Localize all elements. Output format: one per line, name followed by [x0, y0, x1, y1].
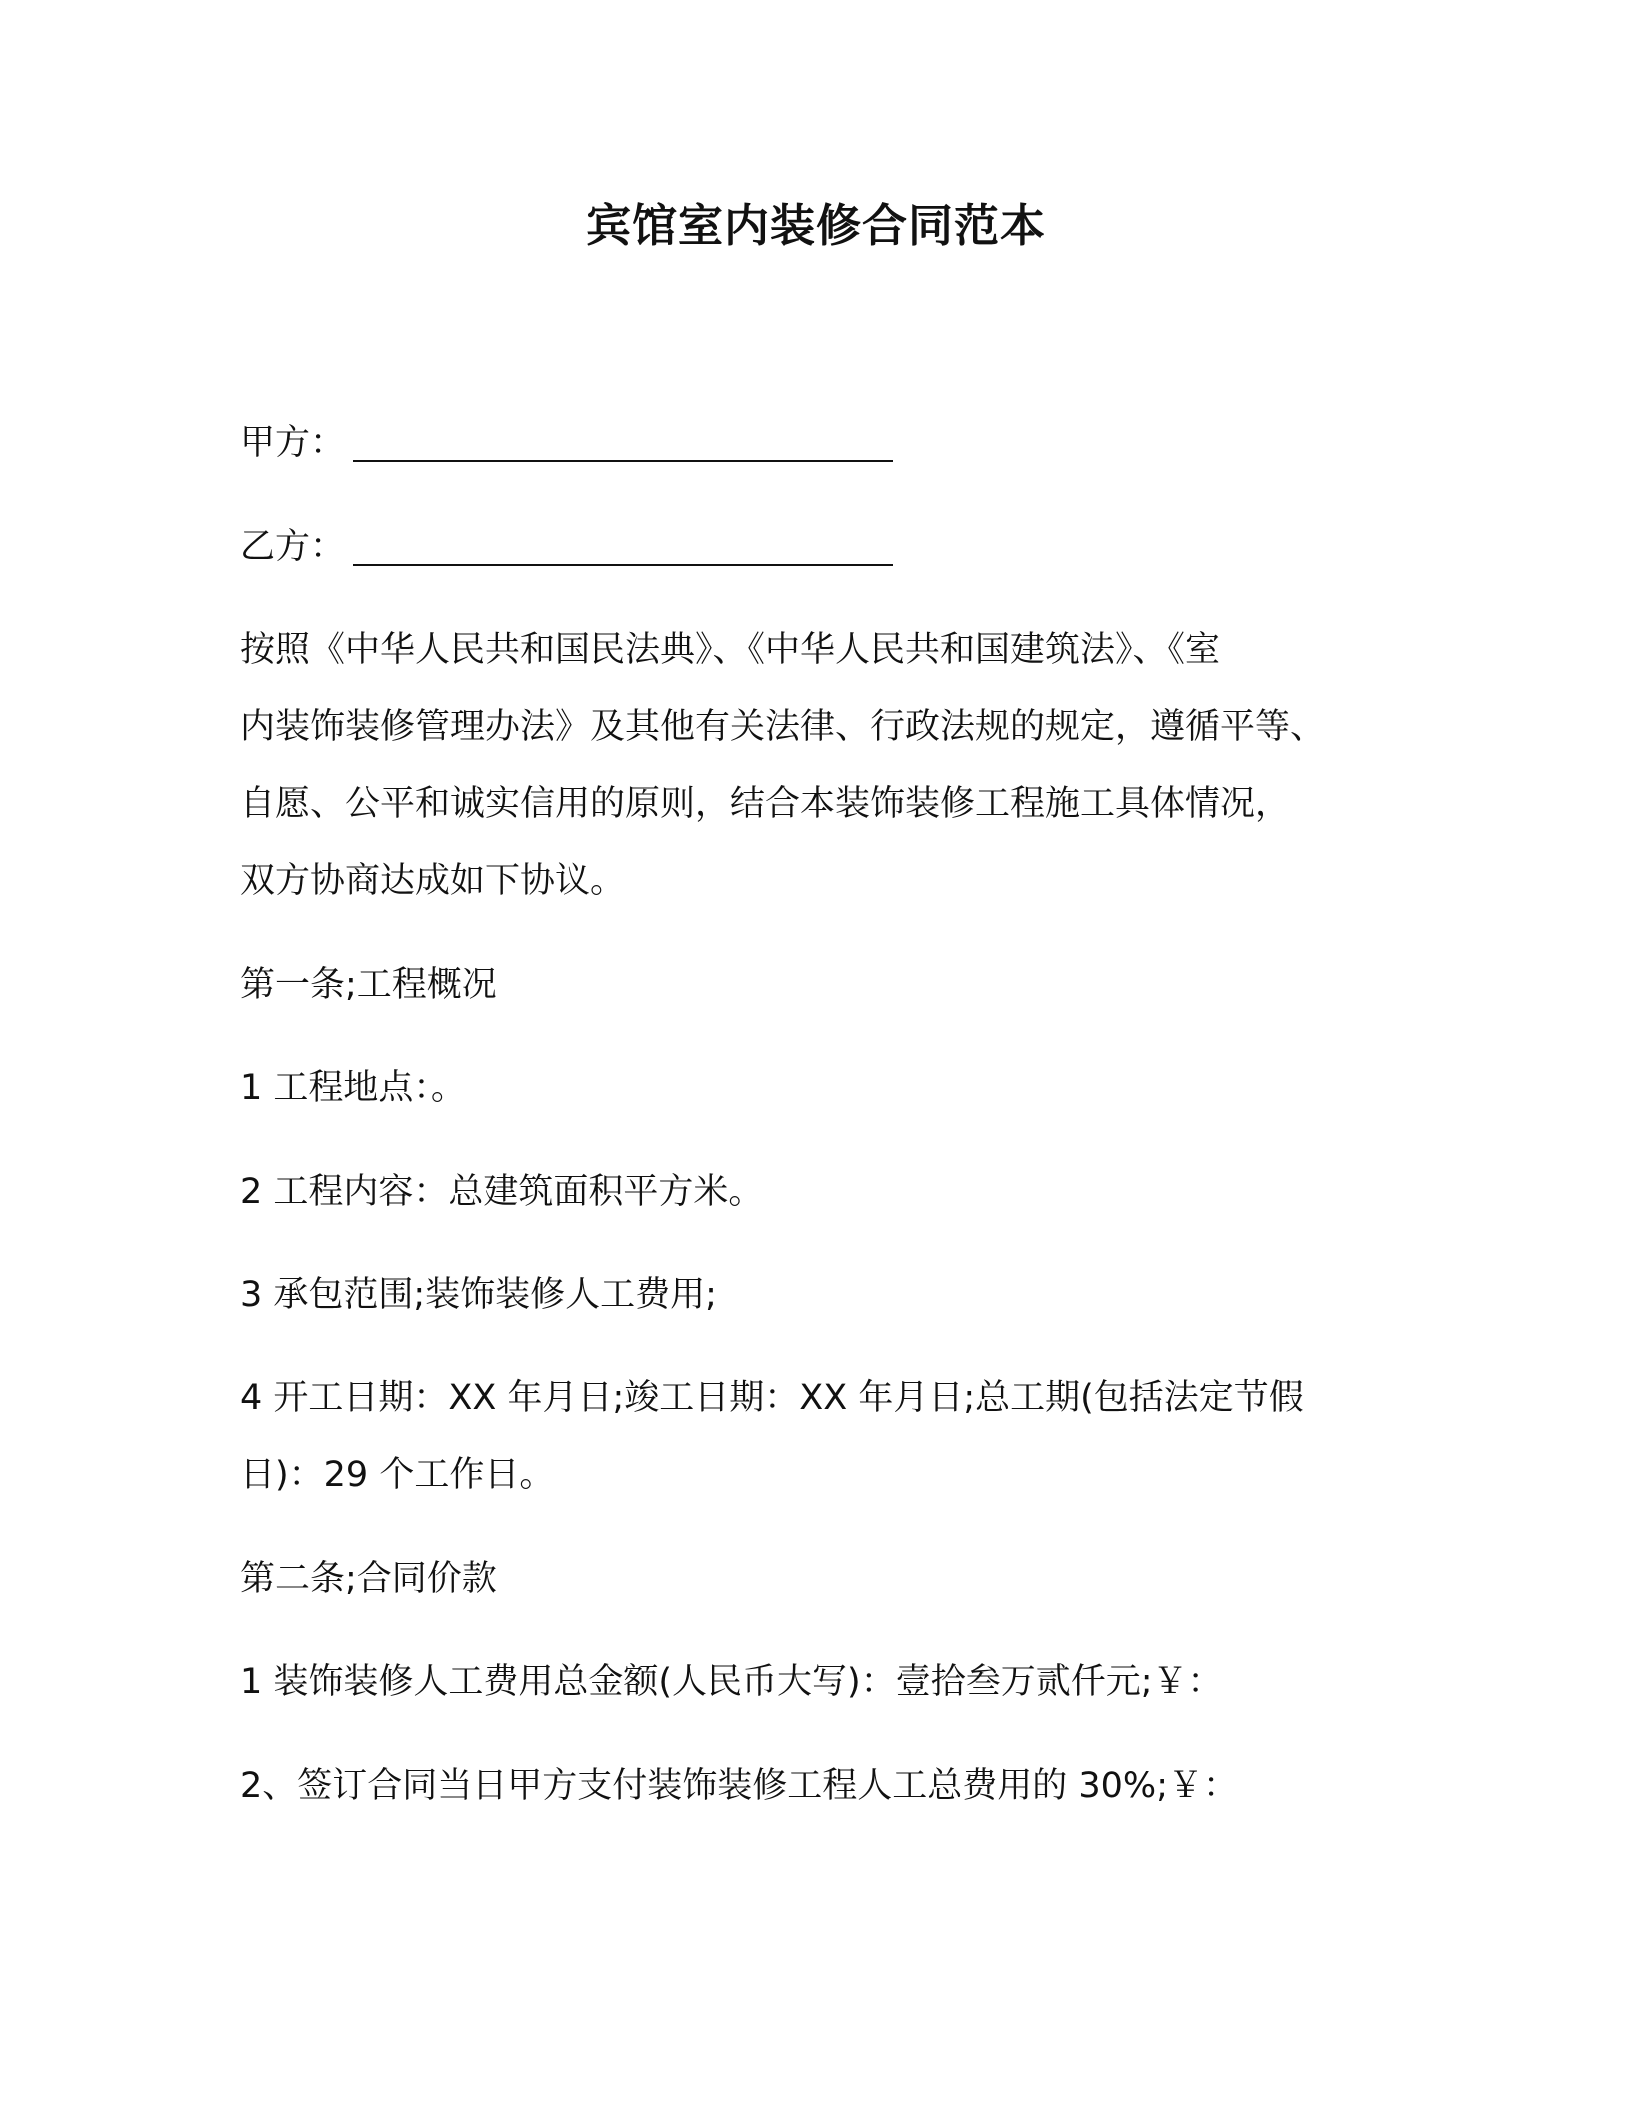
- article-item: 1 工程地点：。: [240, 1068, 466, 1108]
- page-title: 宾馆室内装修合同范本: [585, 199, 1046, 252]
- party-a-blank: [353, 420, 893, 462]
- article-item: 2 工程内容：总建筑面积平方米。: [240, 1172, 764, 1212]
- article-item: 1 装饰装修人工费用总金额(人民币大写)：壹拾叁万贰仟元;￥：: [240, 1662, 1223, 1702]
- article-item: 3 承包范围;装饰装修人工费用;: [240, 1275, 717, 1315]
- party-b-label: 乙方：: [240, 527, 346, 567]
- preamble-line: 自愿、公平和诚实信用的原则，结合本装饰装修工程施工具体情况，: [240, 784, 1291, 824]
- preamble-line: 内装饰装修管理办法》及其他有关法律、行政法规的规定，遵循平等、: [240, 707, 1326, 747]
- article-heading: 第一条;工程概况: [240, 965, 497, 1005]
- party-b-blank: [353, 524, 893, 566]
- party-a-row: [240, 418, 893, 468]
- party-a-label: 甲方：: [240, 423, 346, 463]
- preamble-line: 双方协商达成如下协议。: [240, 861, 626, 901]
- article-item: 日)：29 个工作日。: [240, 1455, 555, 1495]
- article-item: 4 开工日期：XX 年月日;竣工日期：XX 年月日;总工期(包括法定节假: [240, 1378, 1304, 1418]
- article-heading: 第二条;合同价款: [240, 1559, 497, 1599]
- article-item: 2、签订合同当日甲方支付装饰装修工程人工总费用的 30%;￥：: [240, 1766, 1238, 1806]
- party-b-row: [240, 522, 893, 572]
- preamble-line: 按照《中华人民共和国民法典》、《中华人民共和国建筑法》、《室: [240, 630, 1221, 670]
